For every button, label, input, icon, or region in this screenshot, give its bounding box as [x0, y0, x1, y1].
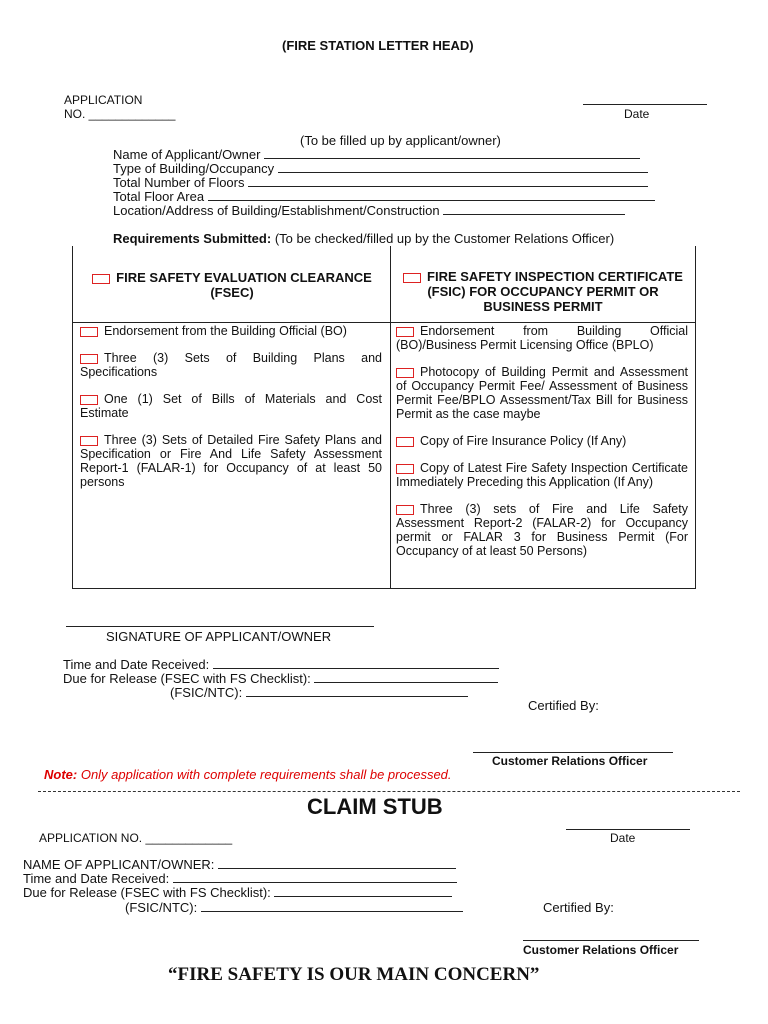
stub-officer-label: Customer Relations Officer	[523, 943, 679, 957]
field-location: Location/Address of Building/Establishment/Construction	[113, 203, 625, 218]
fsic-checkbox[interactable]	[403, 273, 421, 283]
item-checkbox[interactable]	[80, 395, 98, 405]
list-item: Endorsement from the Building Official (BO)	[80, 324, 382, 338]
stub-time-date: Time and Date Received:	[23, 871, 457, 886]
field-building-type: Type of Building/Occupancy	[113, 161, 648, 176]
field-applicant-name: Name of Applicant/Owner	[113, 147, 640, 162]
stub-officer-signature-line	[523, 940, 699, 941]
fsic-items	[396, 324, 688, 571]
list-item: Three (3) Sets of Detailed Fire Safety Plans and Specification or Fire And Life Safety Assessment Report-1 (FALAR-1) for Occupancy of at least 50 persons	[80, 433, 382, 489]
due-release: Due for Release (FSEC with FS Checklist):	[63, 671, 498, 686]
stub-applicant-name: NAME OF APPLICANT/OWNER:	[23, 857, 456, 872]
item-checkbox[interactable]	[80, 436, 98, 446]
stub-date-line	[566, 829, 690, 830]
date-line	[583, 104, 707, 105]
fsec-header: FIRE SAFETY EVALUATION CLEARANCE (FSEC)	[76, 270, 388, 300]
item-checkbox[interactable]	[396, 437, 414, 447]
application-label: APPLICATION	[64, 93, 143, 107]
cut-line	[38, 791, 740, 792]
field-floor-area: Total Floor Area	[113, 189, 655, 204]
stub-due-release: Due for Release (FSEC with FS Checklist):	[23, 885, 452, 900]
fsec-checkbox[interactable]	[92, 274, 110, 284]
list-item: Three (3) sets of Fire and Life Safety Assessment Report-2 (FALAR-2) for Occupancy permit or FALAR 3 for Business Permit (For Occupancy of at least 50 Persons)	[396, 502, 688, 558]
stub-date-label: Date	[610, 831, 636, 845]
item-checkbox[interactable]	[80, 327, 98, 337]
list-item: One (1) Set of Bills of Materials and Cost Estimate	[80, 392, 382, 420]
motto: “FIRE SAFETY IS OUR MAIN CONCERN”	[168, 964, 540, 985]
signature-label: SIGNATURE OF APPLICANT/OWNER	[106, 629, 332, 644]
item-checkbox[interactable]	[80, 354, 98, 364]
fsic-ntc: (FSIC/NTC):	[170, 685, 468, 700]
list-item: Three (3) Sets of Building Plans and Specifications	[80, 351, 382, 379]
requirements-heading: Requirements Submitted: (To be checked/filled up by the Customer Relations Officer)	[113, 231, 615, 246]
list-item: Endorsement from Building Official (BO)/Business Permit Licensing Office (BPLO)	[396, 324, 688, 352]
letterhead: (FIRE STATION LETTER HEAD)	[282, 38, 474, 53]
stub-fsic-ntc: (FSIC/NTC):	[125, 900, 463, 915]
item-checkbox[interactable]	[396, 505, 414, 515]
list-item: Photocopy of Building Permit and Assessment of Occupancy Permit Fee/ Assessment of Business Permit Fee/BPLO Assessment/Tax Bill for Business Permit as the case maybe	[396, 365, 688, 421]
application-number: NO. _____________	[64, 107, 176, 121]
officer-label: Customer Relations Officer	[492, 754, 648, 768]
item-checkbox[interactable]	[396, 327, 414, 337]
item-checkbox[interactable]	[396, 464, 414, 474]
item-checkbox[interactable]	[396, 368, 414, 378]
fsec-items	[80, 324, 382, 502]
time-date-received: Time and Date Received:	[63, 657, 499, 672]
claim-stub-title: CLAIM STUB	[307, 794, 443, 819]
list-item: Copy of Latest Fire Safety Inspection Certificate Immediately Preceding this Application (If Any)	[396, 461, 688, 489]
field-number-floors: Total Number of Floors	[113, 175, 648, 190]
applicant-note: (To be filled up by applicant/owner)	[300, 133, 501, 148]
stub-certified-by: Certified By:	[543, 900, 614, 915]
signature-line	[66, 626, 374, 627]
officer-signature-line	[473, 752, 673, 753]
note: Note: Only application with complete requirements shall be processed.	[44, 767, 452, 782]
stub-application-number: APPLICATION NO. _____________	[39, 831, 233, 845]
list-item: Copy of Fire Insurance Policy (If Any)	[396, 434, 688, 448]
fsic-header: FIRE SAFETY INSPECTION CERTIFICATE (FSIC) FOR OCCUPANCY PERMIT OR BUSINESS PERMIT	[396, 269, 690, 314]
date-label: Date	[624, 107, 650, 121]
certified-by: Certified By:	[528, 698, 599, 713]
